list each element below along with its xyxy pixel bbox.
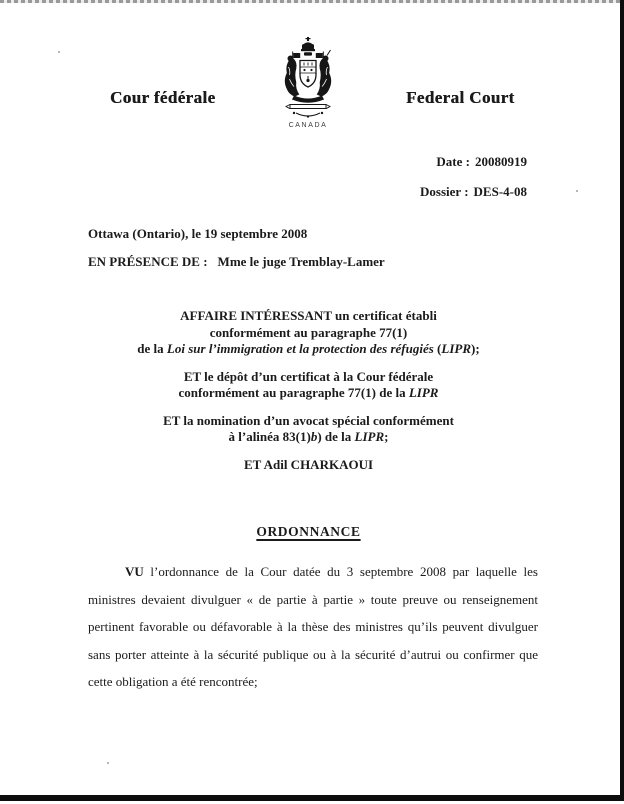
- recital-line: à l’alinéa 83(1)b) de la LIPR;: [228, 429, 389, 444]
- presence-label: EN PRÉSENCE DE :: [88, 254, 208, 269]
- order-heading: [0, 524, 617, 540]
- scan-right-edge: [620, 0, 624, 801]
- presence-value: Mme le juge Tremblay-Lamer: [217, 254, 385, 269]
- recital-line: conformément au paragraphe 77(1) de la LIPR: [178, 385, 439, 400]
- docket-label: Dossier :: [420, 184, 469, 199]
- date-value: 20080919: [475, 154, 527, 169]
- document-meta: [247, 154, 527, 214]
- recital-block: [0, 457, 617, 474]
- court-title-english: Federal Court: [406, 88, 515, 107]
- scan-bottom-edge: [0, 795, 624, 801]
- date-line: [247, 154, 527, 170]
- paragraph-text: l’ordonnance de la Cour datée du 3 septembre 2008 par laquelle les ministres devaient divulguer « de partie à partie » toute preuve ou renseignement pertinent favorable ou défavorable à la thèse des ministres qu’ils peuvent divulguer sans porter atteinte à la sécurité publique ou à la sécurité d’autrui ou confirmer que cette obligation a été rencontrée;: [88, 564, 542, 689]
- recital-line: ET la nomination d’un avocat spécial conformément: [163, 412, 454, 428]
- docket-value: DES-4-08: [473, 184, 527, 199]
- place-and-date-line: Ottawa (Ontario), le 19 septembre 2008: [88, 226, 308, 241]
- scan-speck: [58, 51, 60, 53]
- date-label: Date :: [436, 154, 470, 169]
- recital-line: ET le dépôt d’un certificat à la Cour fédérale: [183, 368, 434, 384]
- recital-line: de la Loi sur l’immigration et la protection des réfugiés (LIPR);: [137, 341, 480, 356]
- docket-line: [247, 184, 527, 200]
- recital-block: [0, 308, 617, 358]
- order-body-paragraph: [88, 558, 542, 696]
- paragraph-lead: VU: [125, 564, 144, 579]
- scan-speck: [107, 762, 109, 764]
- recital-block: [0, 369, 617, 402]
- recital-line: AFFAIRE INTÉRESSANT un certificat établi: [180, 308, 437, 323]
- recital-block: [0, 413, 617, 446]
- recital-line: conformément au paragraphe 77(1): [209, 324, 408, 340]
- presiding-judge-line: [88, 254, 385, 270]
- court-title-french: Cour fédérale: [110, 88, 216, 107]
- emblem-caption: CANADA: [288, 122, 328, 129]
- scan-top-edge: [0, 0, 624, 3]
- scan-speck: [576, 190, 578, 192]
- canada-coat-of-arms-icon: [276, 37, 340, 121]
- recital-line: ET Adil CHARKAOUI: [243, 456, 374, 472]
- order-heading-text: ORDONNANCE: [256, 524, 361, 539]
- recitals: [0, 308, 617, 484]
